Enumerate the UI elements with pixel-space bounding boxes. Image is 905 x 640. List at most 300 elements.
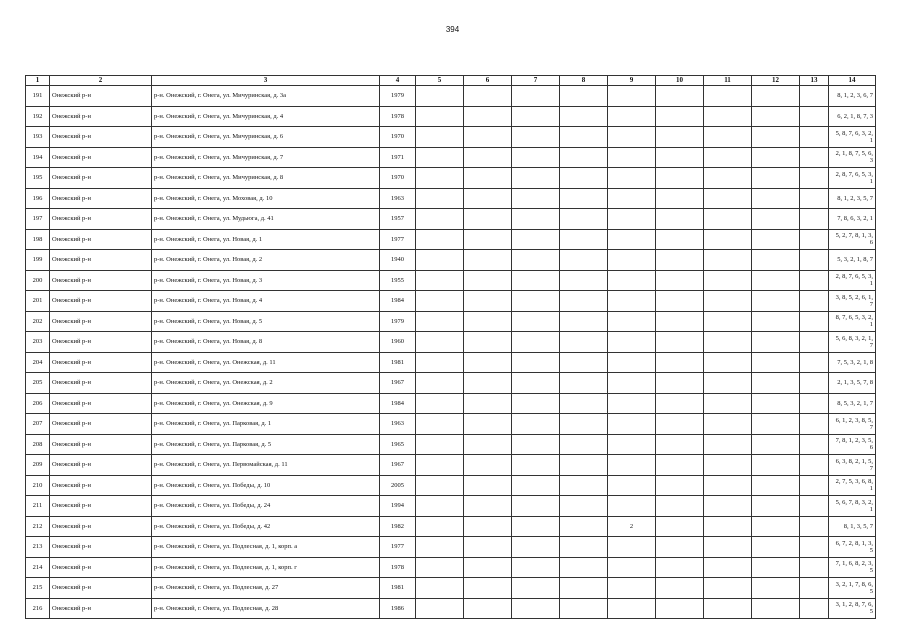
codes-cell: 3, 8, 5, 2, 6, 1, 7 [829,291,876,312]
col13-cell [800,86,829,107]
col6-cell [464,557,512,578]
col7-cell [512,127,560,148]
row-number: 208 [26,434,50,455]
col7-cell [512,86,560,107]
col10-cell [656,270,704,291]
col13-cell [800,537,829,558]
col10-cell [656,598,704,619]
year-cell: 1965 [380,434,416,455]
col11-cell [704,270,752,291]
col9-cell [608,106,656,127]
col10-cell [656,455,704,476]
district-cell: Онежский р-н [50,393,152,414]
col6-cell [464,332,512,353]
col13-cell [800,188,829,209]
row-number: 199 [26,250,50,271]
table-row [26,147,876,168]
col12-cell [752,127,800,148]
codes-cell: 2, 8, 7, 6, 5, 3, 1 [829,270,876,291]
col6-cell [464,127,512,148]
col10-cell [656,86,704,107]
district-cell: Онежский р-н [50,229,152,250]
year-cell: 1960 [380,332,416,353]
codes-cell: 3, 1, 2, 8, 7, 6, 5 [829,598,876,619]
col10-cell [656,127,704,148]
col7-cell [512,496,560,517]
year-cell: 1963 [380,414,416,435]
row-number: 197 [26,209,50,230]
codes-cell: 8, 1, 2, 3, 6, 7 [829,86,876,107]
table-row [26,106,876,127]
col13-cell [800,516,829,537]
codes-cell: 5, 8, 7, 6, 3, 2, 1 [829,127,876,148]
col12-cell [752,168,800,189]
col10-cell [656,557,704,578]
column-header-2: 2 [50,76,152,86]
codes-cell: 8, 5, 3, 2, 1, 7 [829,393,876,414]
col6-cell [464,352,512,373]
year-cell: 1982 [380,516,416,537]
col13-cell [800,373,829,394]
col13-cell [800,496,829,517]
col11-cell [704,311,752,332]
district-cell: Онежский р-н [50,127,152,148]
col12-cell [752,475,800,496]
col12-cell [752,537,800,558]
col10-cell [656,537,704,558]
table-row [26,352,876,373]
district-cell: Онежский р-н [50,106,152,127]
col5-cell [416,332,464,353]
col8-cell [560,270,608,291]
col9-cell [608,496,656,517]
col6-cell [464,455,512,476]
col12-cell [752,188,800,209]
col6-cell [464,209,512,230]
row-number: 192 [26,106,50,127]
col7-cell [512,393,560,414]
col12-cell [752,106,800,127]
col8-cell [560,86,608,107]
address-cell: р-н. Онежский, г. Онега, ул. Новая, д. 5 [152,311,380,332]
column-header-11: 11 [704,76,752,86]
col8-cell [560,516,608,537]
col13-cell [800,332,829,353]
col13-cell [800,557,829,578]
year-cell: 1977 [380,537,416,558]
col11-cell [704,537,752,558]
col10-cell [656,373,704,394]
district-cell: Онежский р-н [50,86,152,107]
col6-cell [464,537,512,558]
col9-cell [608,393,656,414]
col9-cell [608,557,656,578]
address-cell: р-н. Онежский, г. Онега, ул. Победы, д. 24 [152,496,380,517]
col10-cell [656,352,704,373]
col6-cell [464,311,512,332]
col13-cell [800,393,829,414]
table-row [26,475,876,496]
col13-cell [800,434,829,455]
row-number: 205 [26,373,50,394]
col12-cell [752,86,800,107]
col8-cell [560,229,608,250]
col7-cell [512,578,560,599]
col13-cell [800,147,829,168]
col5-cell [416,147,464,168]
row-number: 194 [26,147,50,168]
col13-cell [800,229,829,250]
district-cell: Онежский р-н [50,188,152,209]
col9-cell [608,455,656,476]
col11-cell [704,250,752,271]
col8-cell [560,414,608,435]
col5-cell [416,188,464,209]
col7-cell [512,188,560,209]
table-row [26,270,876,291]
col5-cell [416,209,464,230]
year-cell: 1967 [380,373,416,394]
address-cell: р-н. Онежский, г. Онега, ул. Победы, д. 10 [152,475,380,496]
table-row [26,168,876,189]
col12-cell [752,516,800,537]
col12-cell [752,578,800,599]
row-number: 215 [26,578,50,599]
col9-cell [608,373,656,394]
col8-cell [560,373,608,394]
address-cell: р-н. Онежский, г. Онега, ул. Новая, д. 2 [152,250,380,271]
table-row [26,496,876,517]
col11-cell [704,373,752,394]
table-row [26,332,876,353]
col13-cell [800,455,829,476]
col9-cell [608,598,656,619]
col7-cell [512,209,560,230]
col13-cell [800,578,829,599]
codes-cell: 6, 7, 2, 8, 1, 3, 5 [829,537,876,558]
col12-cell [752,147,800,168]
codes-cell: 8, 7, 6, 5, 3, 2, 1 [829,311,876,332]
address-cell: р-н. Онежский, г. Онега, ул. Мичуринская, д. 4 [152,106,380,127]
col7-cell [512,250,560,271]
address-cell: р-н. Онежский, г. Онега, ул. Первомайская, д. 11 [152,455,380,476]
address-cell: р-н. Онежский, г. Онега, ул. Новая, д. 1 [152,229,380,250]
col10-cell [656,393,704,414]
col7-cell [512,229,560,250]
col8-cell [560,434,608,455]
col6-cell [464,578,512,599]
col13-cell [800,352,829,373]
col5-cell [416,229,464,250]
codes-cell: 7, 8, 1, 2, 3, 5, 6 [829,434,876,455]
col8-cell [560,537,608,558]
year-cell: 1955 [380,270,416,291]
col12-cell [752,557,800,578]
year-cell: 1984 [380,291,416,312]
col8-cell [560,578,608,599]
year-cell: 1967 [380,455,416,476]
col9-cell [608,229,656,250]
year-cell: 1979 [380,86,416,107]
row-number: 213 [26,537,50,558]
col12-cell [752,598,800,619]
col12-cell [752,311,800,332]
col5-cell [416,496,464,517]
table-row [26,537,876,558]
col9-cell [608,352,656,373]
address-cell: р-н. Онежский, г. Онега, ул. Парковая, д. 1 [152,414,380,435]
column-header-8: 8 [560,76,608,86]
district-cell: Онежский р-н [50,352,152,373]
col11-cell [704,106,752,127]
col6-cell [464,250,512,271]
col10-cell [656,250,704,271]
table-row [26,311,876,332]
address-cell: р-н. Онежский, г. Онега, ул. Мичуринская, д. 6 [152,127,380,148]
year-cell: 1963 [380,188,416,209]
year-cell: 1970 [380,168,416,189]
col8-cell [560,147,608,168]
col5-cell [416,311,464,332]
col8-cell [560,352,608,373]
col6-cell [464,598,512,619]
col5-cell [416,127,464,148]
header-row [26,76,876,86]
district-cell: Онежский р-н [50,311,152,332]
col7-cell [512,332,560,353]
col10-cell [656,496,704,517]
col12-cell [752,434,800,455]
col12-cell [752,250,800,271]
col9-cell [608,291,656,312]
row-number: 198 [26,229,50,250]
register-table [25,75,876,619]
table-row [26,578,876,599]
col11-cell [704,434,752,455]
col8-cell [560,291,608,312]
col7-cell [512,537,560,558]
year-cell: 1940 [380,250,416,271]
table-row [26,557,876,578]
row-number: 193 [26,127,50,148]
district-cell: Онежский р-н [50,147,152,168]
row-number: 212 [26,516,50,537]
year-cell: 1994 [380,496,416,517]
col5-cell [416,578,464,599]
address-cell: р-н. Онежский, г. Онега, ул. Мичуринская, д. 3а [152,86,380,107]
column-header-13: 13 [800,76,829,86]
col12-cell [752,455,800,476]
row-number: 204 [26,352,50,373]
address-cell: р-н. Онежский, г. Онега, ул. Мичуринская, д. 8 [152,168,380,189]
district-cell: Онежский р-н [50,537,152,558]
column-header-4: 4 [380,76,416,86]
col11-cell [704,147,752,168]
col6-cell [464,516,512,537]
column-header-5: 5 [416,76,464,86]
col8-cell [560,475,608,496]
codes-cell: 8, 1, 3, 5, 7 [829,516,876,537]
col11-cell [704,352,752,373]
codes-cell: 7, 1, 6, 8, 2, 3, 5 [829,557,876,578]
col9-cell [608,475,656,496]
col11-cell [704,127,752,148]
table-row [26,455,876,476]
district-cell: Онежский р-н [50,557,152,578]
column-header-9: 9 [608,76,656,86]
row-number: 195 [26,168,50,189]
codes-cell: 5, 2, 7, 8, 1, 3, 6 [829,229,876,250]
table-row [26,516,876,537]
col12-cell [752,352,800,373]
col5-cell [416,414,464,435]
col6-cell [464,373,512,394]
district-cell: Онежский р-н [50,270,152,291]
district-cell: Онежский р-н [50,496,152,517]
col6-cell [464,475,512,496]
row-number: 214 [26,557,50,578]
row-number: 200 [26,270,50,291]
col9-cell [608,86,656,107]
col11-cell [704,393,752,414]
col6-cell [464,168,512,189]
col6-cell [464,434,512,455]
codes-cell: 5, 6, 7, 8, 3, 2, 1 [829,496,876,517]
table-row [26,393,876,414]
col8-cell [560,598,608,619]
col7-cell [512,434,560,455]
year-cell: 1977 [380,229,416,250]
col7-cell [512,106,560,127]
col9-cell: 2 [608,516,656,537]
col9-cell [608,188,656,209]
col11-cell [704,291,752,312]
year-cell: 1971 [380,147,416,168]
district-cell: Онежский р-н [50,168,152,189]
address-cell: р-н. Онежский, г. Онега, ул. Подлесная, д. 1, корп. г [152,557,380,578]
col13-cell [800,311,829,332]
col11-cell [704,516,752,537]
col9-cell [608,147,656,168]
codes-cell: 8, 1, 2, 3, 5, 7 [829,188,876,209]
row-number: 201 [26,291,50,312]
col8-cell [560,106,608,127]
col5-cell [416,168,464,189]
col10-cell [656,516,704,537]
table-row [26,127,876,148]
year-cell: 1986 [380,598,416,619]
col7-cell [512,352,560,373]
col13-cell [800,106,829,127]
col5-cell [416,291,464,312]
address-cell: р-н. Онежский, г. Онега, ул. Новая, д. 3 [152,270,380,291]
col7-cell [512,147,560,168]
table-row [26,434,876,455]
col9-cell [608,127,656,148]
table-row [26,86,876,107]
codes-cell: 3, 2, 1, 7, 8, 6, 5 [829,578,876,599]
col9-cell [608,270,656,291]
col9-cell [608,537,656,558]
col5-cell [416,393,464,414]
col6-cell [464,147,512,168]
district-cell: Онежский р-н [50,475,152,496]
column-header-10: 10 [656,76,704,86]
codes-cell: 7, 8, 6, 3, 2, 1 [829,209,876,230]
codes-cell: 2, 1, 3, 5, 7, 8 [829,373,876,394]
col5-cell [416,250,464,271]
row-number: 209 [26,455,50,476]
col11-cell [704,168,752,189]
col7-cell [512,270,560,291]
address-cell: р-н. Онежский, г. Онега, ул. Новая, д. 4 [152,291,380,312]
col9-cell [608,434,656,455]
column-header-12: 12 [752,76,800,86]
col11-cell [704,414,752,435]
year-cell: 1984 [380,393,416,414]
district-cell: Онежский р-н [50,434,152,455]
col11-cell [704,557,752,578]
col8-cell [560,168,608,189]
col7-cell [512,455,560,476]
col11-cell [704,496,752,517]
address-cell: р-н. Онежский, г. Онега, ул. Онежская, д. 9 [152,393,380,414]
col5-cell [416,270,464,291]
row-number: 210 [26,475,50,496]
column-header-3: 3 [152,76,380,86]
address-cell: р-н. Онежский, г. Онега, ул. Онежская, д. 2 [152,373,380,394]
col10-cell [656,147,704,168]
year-cell: 1978 [380,557,416,578]
address-cell: р-н. Онежский, г. Онега, ул. Моховая, д. 10 [152,188,380,209]
col9-cell [608,209,656,230]
col8-cell [560,311,608,332]
codes-cell: 2, 1, 8, 7, 5, 6, 3 [829,147,876,168]
col8-cell [560,250,608,271]
col7-cell [512,291,560,312]
year-cell: 1981 [380,578,416,599]
address-cell: р-н. Онежский, г. Онега, ул. Подлесная, д. 28 [152,598,380,619]
col10-cell [656,188,704,209]
col11-cell [704,188,752,209]
col5-cell [416,352,464,373]
table-row [26,598,876,619]
col6-cell [464,106,512,127]
col5-cell [416,557,464,578]
address-cell: р-н. Онежский, г. Онега, ул. Онежская, д. 11 [152,352,380,373]
col5-cell [416,475,464,496]
col10-cell [656,168,704,189]
codes-cell: 6, 1, 2, 3, 8, 5, 7 [829,414,876,435]
table-row [26,291,876,312]
col12-cell [752,414,800,435]
col7-cell [512,414,560,435]
col5-cell [416,455,464,476]
row-number: 191 [26,86,50,107]
year-cell: 1981 [380,352,416,373]
col5-cell [416,86,464,107]
col6-cell [464,291,512,312]
col12-cell [752,270,800,291]
col12-cell [752,496,800,517]
col11-cell [704,209,752,230]
col10-cell [656,209,704,230]
col8-cell [560,127,608,148]
column-header-14: 14 [829,76,876,86]
column-header-7: 7 [512,76,560,86]
col6-cell [464,86,512,107]
col11-cell [704,578,752,599]
